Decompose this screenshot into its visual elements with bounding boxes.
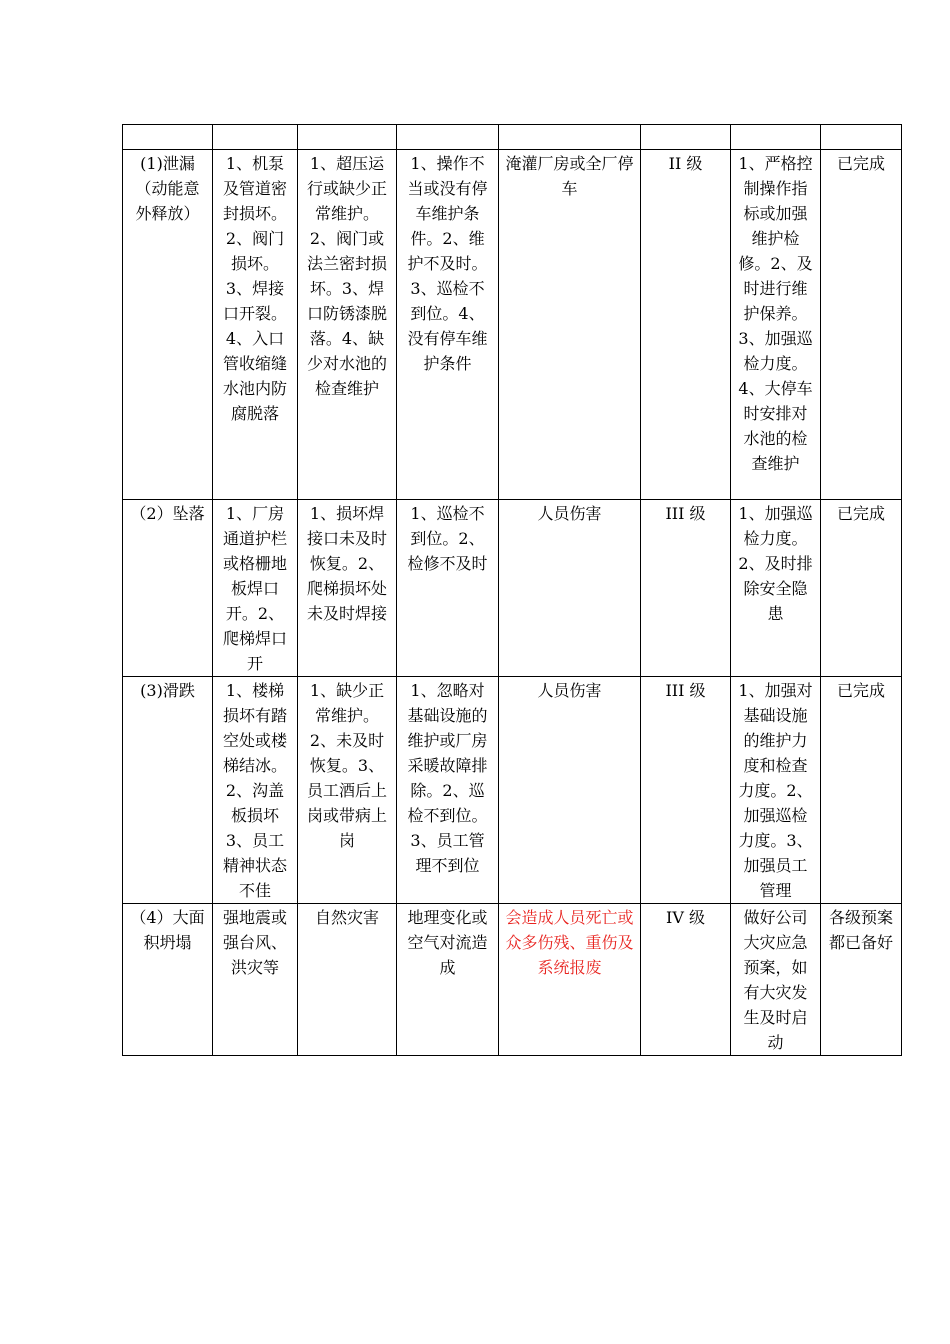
- cause-cell: 自然灾害: [298, 904, 397, 1056]
- header-cell: [123, 125, 213, 150]
- level-cell: II 级: [641, 150, 731, 500]
- cause-cell: 1、厂房通道护栏或格栅地板焊口开。2、爬梯焊口开: [213, 500, 298, 677]
- header-cell: [397, 125, 499, 150]
- status-cell: 各级预案都已备好: [821, 904, 902, 1056]
- header-cell: [499, 125, 641, 150]
- status-cell: 已完成: [821, 677, 902, 904]
- cause-cell: 1、忽略对基础设施的维护或厂房采暖故障排除。2、巡检不到位。3、员工管理不到位: [397, 677, 499, 904]
- measures-cell: 做好公司大灾应急预案，如有大灾发生及时启动: [731, 904, 821, 1056]
- table-header-row-blank: [123, 125, 902, 150]
- cause-cell: 1、缺少正常维护。2、未及时恢复。3、员工酒后上岗或带病上岗: [298, 677, 397, 904]
- table-row: [123, 150, 902, 500]
- table-row: [123, 677, 902, 904]
- measures-cell: 1、严格控制操作指标或加强维护检修。2、及时进行维护保养。3、加强巡检力度。4、大停车时安排对水池的检查维护: [731, 150, 821, 500]
- hazard-cell: （4）大面积坍塌: [123, 904, 213, 1056]
- hazard-cell: （2）坠落: [123, 500, 213, 677]
- measures-cell: 1、加强对基础设施的维护力度和检查力度。2、加强巡检力度。3、加强员工管理: [731, 677, 821, 904]
- cause-cell: 1、楼梯损坏有踏空处或楼梯结冰。2、沟盖板损坏3、员工精神状态不佳: [213, 677, 298, 904]
- cause-cell: 1、机泵及管道密封损坏。2、阀门损坏。3、焊接口开裂。4、入口管收缩缝水池内防腐脱落: [213, 150, 298, 500]
- header-cell: [213, 125, 298, 150]
- header-cell: [821, 125, 902, 150]
- level-cell: IV 级: [641, 904, 731, 1056]
- level-cell: III 级: [641, 500, 731, 677]
- cause-cell: 1、超压运行或缺少正常维护。2、阀门或法兰密封损坏。3、焊口防锈漆脱落。4、缺少对水池的检查维护: [298, 150, 397, 500]
- consequence-cell: 淹灌厂房或全厂停车: [499, 150, 641, 500]
- status-cell: 已完成: [821, 150, 902, 500]
- consequence-cell-highlighted: 会造成人员死亡或众多伤残、重伤及系统报废: [499, 904, 641, 1056]
- risk-assessment-table: [122, 124, 902, 1056]
- cause-cell: 地理变化或空气对流造成: [397, 904, 499, 1056]
- level-cell: III 级: [641, 677, 731, 904]
- table-row: [123, 500, 902, 677]
- table-row: [123, 904, 902, 1056]
- cause-cell: 强地震或强台风、洪灾等: [213, 904, 298, 1056]
- header-cell: [641, 125, 731, 150]
- header-cell: [298, 125, 397, 150]
- measures-cell: 1、加强巡检力度。2、及时排除安全隐患: [731, 500, 821, 677]
- consequence-cell: 人员伤害: [499, 500, 641, 677]
- consequence-cell: 人员伤害: [499, 677, 641, 904]
- status-cell: 已完成: [821, 500, 902, 677]
- hazard-cell: (1)泄漏（动能意外释放）: [123, 150, 213, 500]
- cause-cell: 1、操作不当或没有停车维护条件。2、维护不及时。3、巡检不到位。4、没有停车维护条件: [397, 150, 499, 500]
- header-cell: [731, 125, 821, 150]
- cause-cell: 1、损坏焊接口未及时恢复。2、爬梯损坏处未及时焊接: [298, 500, 397, 677]
- cause-cell: 1、巡检不到位。2、检修不及时: [397, 500, 499, 677]
- hazard-cell: (3)滑跌: [123, 677, 213, 904]
